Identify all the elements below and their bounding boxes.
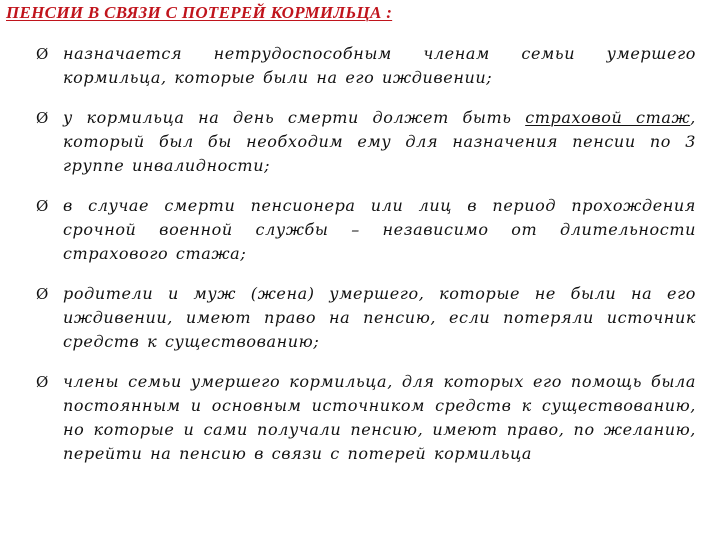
bullet-text-after: , который был бы необходим ему для назначения пенсии по 3 группе инвалидности; [63,108,696,175]
bullet-text: в случае смерти пенсионера или лиц в период прохождения срочной военной службы – независимо от длительности страхового стажа; [63,196,696,263]
bullet-item-3 [36,194,696,266]
bullet-item-2 [36,106,696,178]
slide-title: ПЕНСИИ В СВЯЗИ С ПОТЕРЕЙ КОРМИЛЬЦА : [6,3,393,22]
underlined-term: страховой стаж [525,108,691,127]
arrow-right-icon: Ø [36,285,49,303]
bullet-list [36,42,696,466]
arrow-right-icon: Ø [36,197,49,215]
bullet-item-1 [36,42,696,90]
bullet-text-before: у кормильца на день смерти должет быть [63,108,526,127]
arrow-right-icon: Ø [36,373,49,391]
bullet-text: члены семьи умершего кормильца, для которых его помощь была постоянным и основным источником средств к существованию, но которые и сами получали пенсию, имеют право, по желанию, перейти на пенсию в связи с потерей кормильца [63,372,696,463]
arrow-right-icon: Ø [36,45,49,63]
bullet-text: родители и муж (жена) умершего, которые не были на его иждивении, имеют право на пенсию, если потеряли источник средств к существованию; [63,284,696,351]
bullet-text: назначается нетрудоспособным членам семьи умершего кормильца, которые были на его иждивении; [63,44,696,87]
arrow-right-icon: Ø [36,109,49,127]
bullet-item-5 [36,370,696,466]
bullet-item-4 [36,282,696,354]
